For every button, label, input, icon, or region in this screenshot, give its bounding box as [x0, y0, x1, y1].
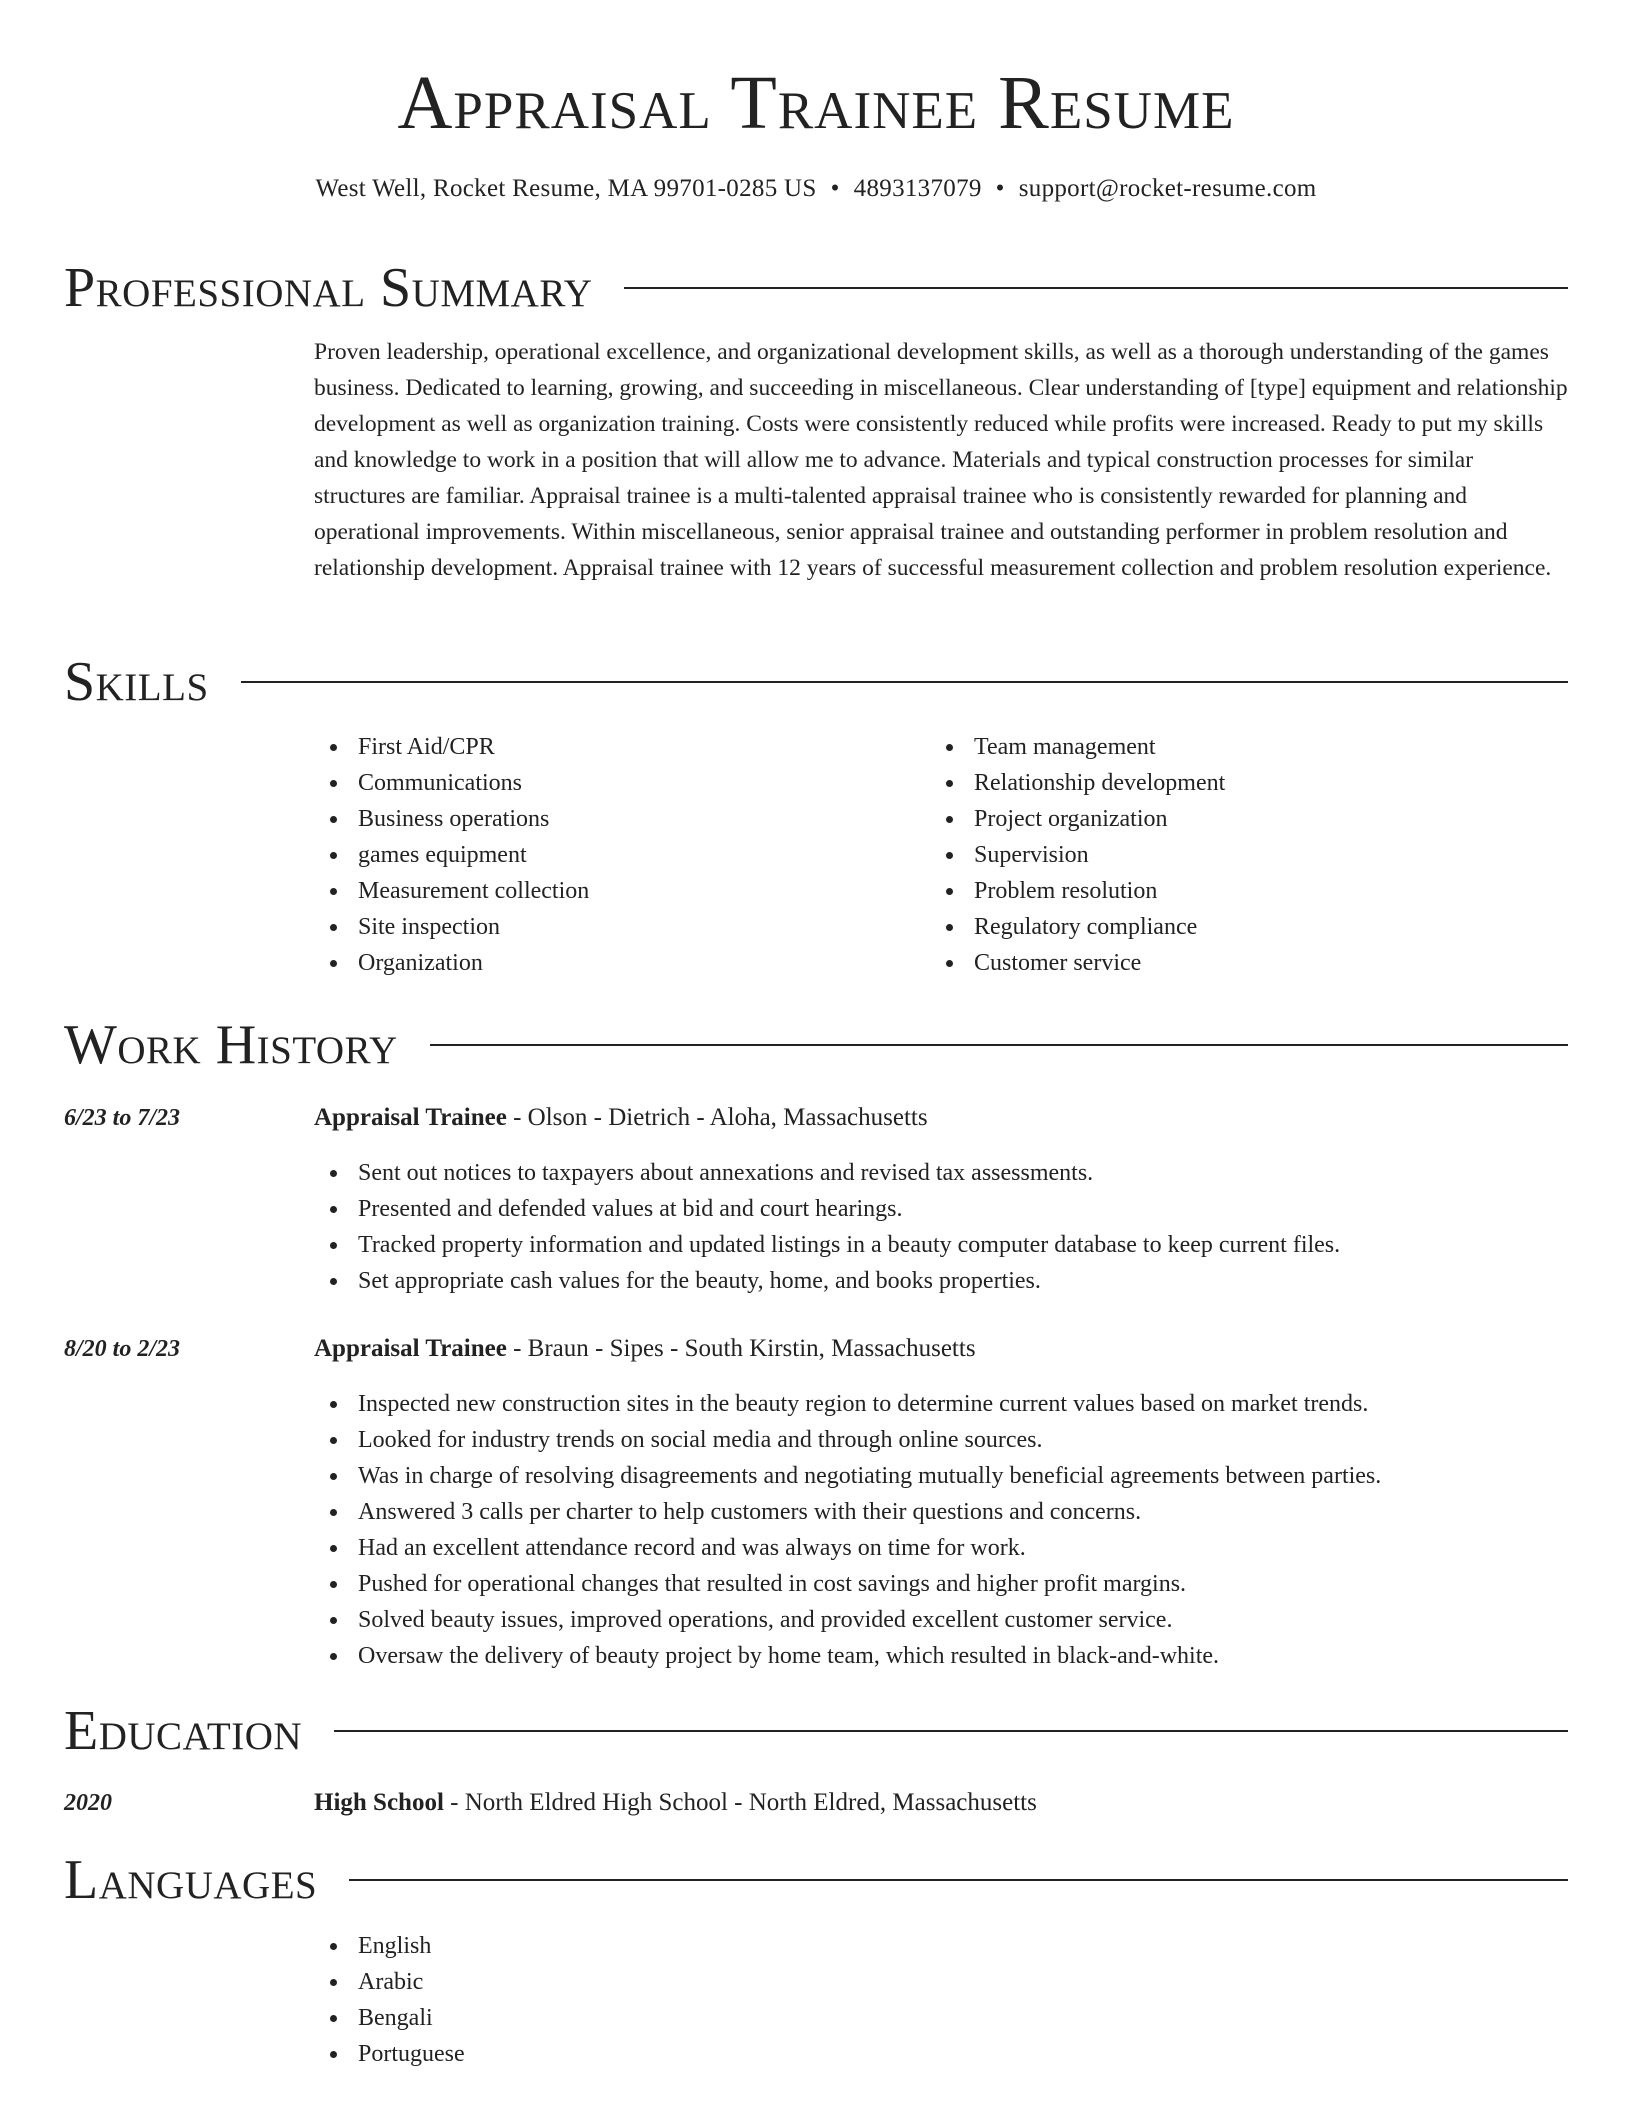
section-divider: [334, 1730, 1568, 1732]
language-item: Bengali: [314, 2000, 1568, 2036]
skill-item: Site inspection: [314, 909, 874, 945]
resume-title: Appraisal Trainee Resume: [397, 61, 1235, 145]
skills-list-right: [930, 729, 1490, 981]
skill-item: Project organization: [930, 801, 1490, 837]
job-bullet: Had an excellent attendance record and was always on time for work.: [314, 1530, 1568, 1566]
education-details: - North Eldred High School - North Eldred, Massachusetts: [443, 1789, 1037, 1816]
summary-section-header: [64, 258, 1568, 318]
job-bullet: Was in charge of resolving disagreements and negotiating mutually beneficial agreements between parties.: [314, 1458, 1568, 1494]
section-divider: [349, 1879, 1568, 1881]
skill-item: Regulatory compliance: [930, 909, 1490, 945]
skill-item: Team management: [930, 729, 1490, 765]
section-divider: [430, 1044, 1568, 1046]
job-role: Appraisal Trainee: [314, 1104, 507, 1131]
job-bullets: [314, 1386, 1568, 1674]
skills-list-left: [314, 729, 874, 981]
contact-line: [0, 174, 1632, 204]
skill-item: Organization: [314, 945, 874, 981]
job-details: - Olson - Dietrich - Aloha, Massachusetts: [506, 1104, 928, 1131]
contact-phone[interactable]: 4893137079: [853, 175, 982, 202]
languages-list: [314, 1928, 1568, 2072]
job-bullet: Tracked property information and updated listings in a beauty computer database to keep current files.: [314, 1227, 1568, 1263]
contact-separator: •: [995, 175, 1005, 202]
language-item: Portuguese: [314, 2036, 1568, 2072]
education-year: 2020: [64, 1790, 112, 1816]
section-divider: [624, 287, 1568, 289]
skill-item: First Aid/CPR: [314, 729, 874, 765]
education-degree: High School: [314, 1789, 444, 1816]
job-role: Appraisal Trainee: [314, 1335, 507, 1362]
skill-item: Business operations: [314, 801, 874, 837]
language-item: English: [314, 1928, 1568, 1964]
section-divider: [241, 681, 1568, 683]
job-bullet: Sent out notices to taxpayers about annexations and revised tax assessments.: [314, 1155, 1568, 1191]
contact-address: West Well, Rocket Resume, MA 99701-0285 US: [315, 175, 817, 202]
contact-separator: •: [830, 175, 840, 202]
job-bullet: Oversaw the delivery of beauty project by home team, which resulted in black-and-white.: [314, 1638, 1568, 1674]
job-heading: [314, 1331, 1568, 1367]
skill-item: Supervision: [930, 837, 1490, 873]
skill-item: Communications: [314, 765, 874, 801]
work-section-header: [64, 1015, 1568, 1075]
summary-heading: Professional Summary: [64, 257, 593, 319]
skill-item: Measurement collection: [314, 873, 874, 909]
summary-text: Proven leadership, operational excellence, and organizational development skills, as well as a thorough understanding of the games business. Dedicated to learning, growing, and succeeding in miscellaneous. Clear understanding of [type] equipment and relationship development as well as organization training. Costs were consistently reduced while profits were increased. Ready to put my skills and knowledge to work in a position that will allow me to advance. Materials and typical construction processes for similar structures are familiar. Appraisal trainee is a multi-talented appraisal trainee who is consistently rewarded for planning and operational improvements. Within miscellaneous, senior appraisal trainee and outstanding performer in problem resolution and relationship development. Appraisal trainee with 12 years of successful measurement collection and problem resolution experience.: [314, 339, 1568, 581]
job-bullet: Solved beauty issues, improved operations, and provided excellent customer service.: [314, 1602, 1568, 1638]
job-bullet: Presented and defended values at bid and court hearings.: [314, 1191, 1568, 1227]
skills-section-header: [64, 652, 1568, 712]
language-item: Arabic: [314, 1964, 1568, 2000]
skill-item: Relationship development: [930, 765, 1490, 801]
education-entry: [314, 1785, 1568, 1821]
job-bullet: Looked for industry trends on social media and through online sources.: [314, 1422, 1568, 1458]
skill-item: Problem resolution: [930, 873, 1490, 909]
job-bullet: Answered 3 calls per charter to help customers with their questions and concerns.: [314, 1494, 1568, 1530]
work-heading: Work History: [64, 1014, 398, 1076]
job-bullet: Pushed for operational changes that resulted in cost savings and higher profit margins.: [314, 1566, 1568, 1602]
skill-item: games equipment: [314, 837, 874, 873]
job-heading: [314, 1100, 1568, 1136]
job-dates: 8/20 to 2/23: [64, 1336, 181, 1362]
education-section-header: [64, 1701, 1568, 1761]
education-heading: Education: [64, 1700, 303, 1762]
skills-heading: Skills: [64, 651, 209, 713]
job-bullet: Inspected new construction sites in the beauty region to determine current values based on market trends.: [314, 1386, 1568, 1422]
job-bullets: [314, 1155, 1568, 1299]
languages-section-header: [64, 1850, 1568, 1910]
languages-heading: Languages: [64, 1849, 318, 1911]
job-dates: 6/23 to 7/23: [64, 1105, 181, 1131]
skill-item: Customer service: [930, 945, 1490, 981]
job-details: - Braun - Sipes - South Kirstin, Massachusetts: [506, 1335, 976, 1362]
contact-email[interactable]: support@rocket-resume.com: [1018, 175, 1317, 202]
job-bullet: Set appropriate cash values for the beauty, home, and books properties.: [314, 1263, 1568, 1299]
